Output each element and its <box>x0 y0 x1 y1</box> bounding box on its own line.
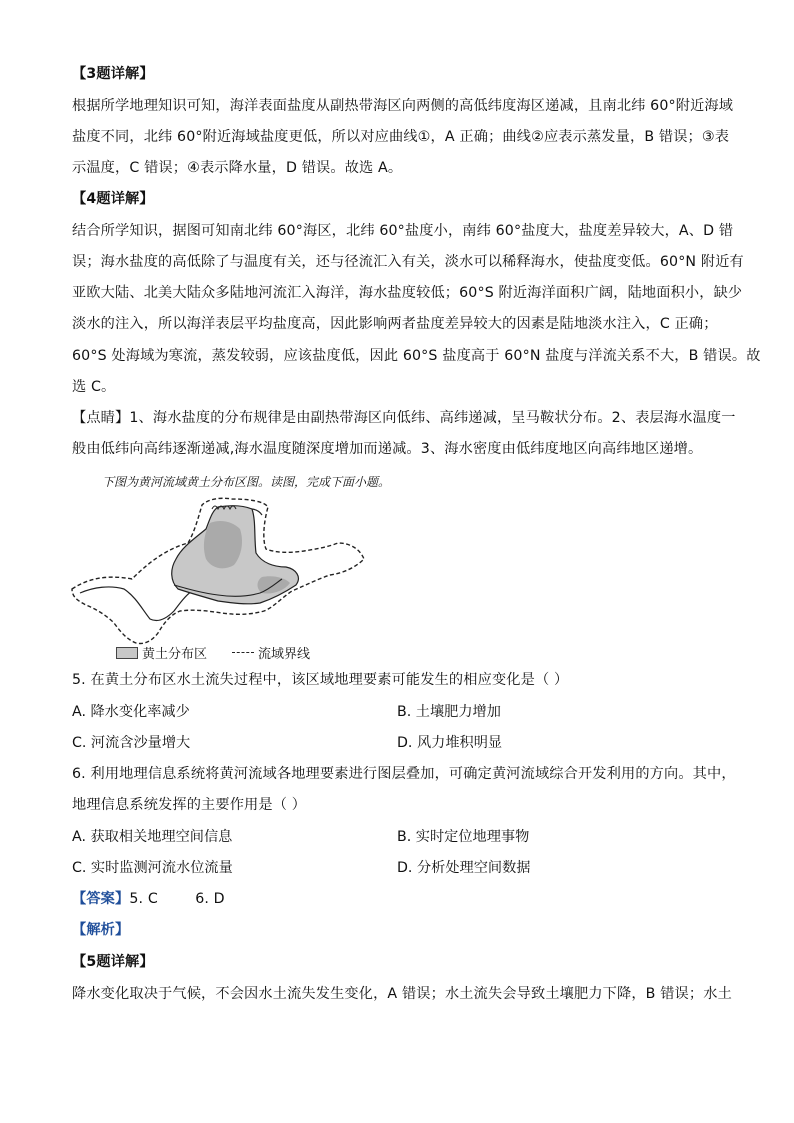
q3-detail-line: 示温度，C 错误；④表示降水量，D 错误。故选 A。 <box>72 160 403 176</box>
q6-option-a: A. 获取相关地理空间信息 <box>72 829 233 845</box>
q4-detail-line: 淡水的注入，所以海洋表层平均盐度高，因此影响两者盐度差异较大的因素是陆地淡水注入，C 正确； <box>72 316 718 332</box>
q4-detail-line: 亚欧大陆、北美大陆众多陆地河流汇入海洋，海水盐度较低；60°S 附近海洋面积广阔，陆地面积小，缺少 <box>72 285 743 301</box>
tip-line: 【点睛】1、海水盐度的分布规律是由副热带海区向低纬、高纬递减，呈马鞍状分布。2、表层海水温度一 <box>72 410 736 426</box>
q6-option-c: C. 实时监测河流水位流量 <box>72 860 233 876</box>
q4-detail-line: 误；海水盐度的高低除了与温度有关，还与径流汇入有关，淡水可以稀释海水，使盐度变低。60°N 附近有 <box>72 254 744 270</box>
legend-loess-swatch <box>116 647 138 659</box>
q4-detail-header: 【4题详解】 <box>72 191 154 207</box>
legend-loess-label: 黄土分布区 <box>142 647 208 662</box>
analysis-label: 【解析】 <box>72 922 130 938</box>
q3-detail-header: 【3题详解】 <box>72 66 154 82</box>
loess-map-figure <box>70 493 370 663</box>
q5-option-b: B. 土壤肥力增加 <box>397 704 501 720</box>
q5-option-d: D. 风力堆积明显 <box>397 735 503 751</box>
q5-detail-header: 【5题详解】 <box>72 954 154 970</box>
q5-option-a: A. 降水变化率减少 <box>72 704 190 720</box>
q5-stem: 5. 在黄土分布区水土流失过程中，该区域地理要素可能发生的相应变化是（ ） <box>72 672 569 688</box>
q3-detail-line: 盐度不同，北纬 60°附近海域盐度更低，所以对应曲线①，A 正确；曲线②应表示蒸发量，B 错误；③表 <box>72 129 730 145</box>
q5-detail-line: 降水变化取决于气候，不会因水土流失发生变化，A 错误；水土流失会导致土壤肥力下降，B 错误；水土 <box>72 986 732 1002</box>
q3-detail-line: 根据所学地理知识可知，海洋表面盐度从副热带海区向两侧的高低纬度海区递减，且南北纬 60°附近海域 <box>72 98 734 114</box>
q6-stem-line: 6. 利用地理信息系统将黄河流域各地理要素进行图层叠加，可确定黄河流域综合开发利用的方向。其中， <box>72 766 736 782</box>
tip-line: 般由低纬向高纬逐渐递减,海水温度随深度增加而递减。3、海水密度由低纬度地区向高纬地区递增。 <box>72 441 703 457</box>
q6-option-d: D. 分析处理空间数据 <box>397 860 531 876</box>
q4-detail-line: 60°S 处海域为寒流，蒸发较弱，应该盐度低，因此 60°S 盐度高于 60°N 盐度与洋流关系不大，B 错误。故 <box>72 348 761 364</box>
q4-detail-line: 结合所学知识，据图可知南北纬 60°海区，北纬 60°盐度小，南纬 60°盐度大，盐度差异较大，A、D 错 <box>72 223 734 239</box>
answer-row <box>72 889 722 909</box>
q4-detail-line: 选 C。 <box>72 379 116 395</box>
q6-stem-line: 地理信息系统发挥的主要作用是（ ） <box>72 797 307 813</box>
answer-label: 【答案】 <box>72 891 130 907</box>
legend-boundary-swatch <box>232 652 254 653</box>
q5-option-c: C. 河流含沙量增大 <box>72 735 191 751</box>
legend-boundary-label: 流域界线 <box>258 647 311 662</box>
figure-intro: 下图为黄河流域黄土分布区图。读图，完成下面小题。 <box>102 475 391 489</box>
answer-text: 5. C 6. D <box>129 891 225 907</box>
q6-option-b: B. 实时定位地理事物 <box>397 829 530 845</box>
